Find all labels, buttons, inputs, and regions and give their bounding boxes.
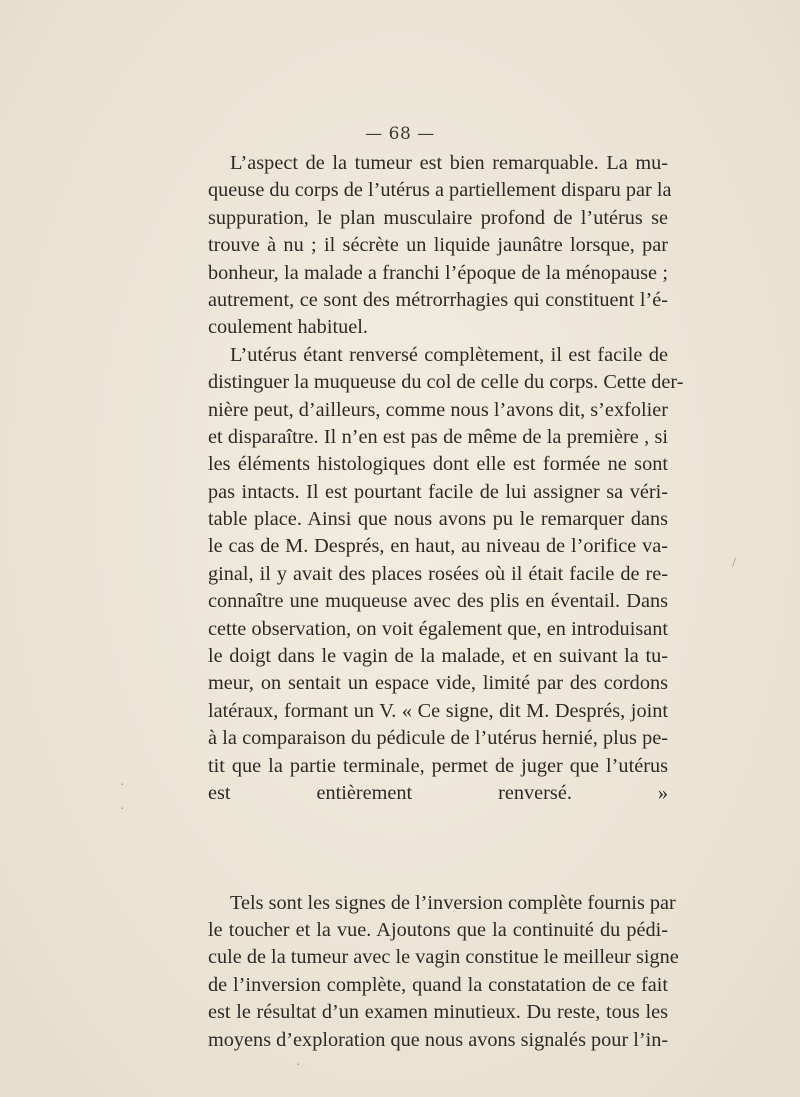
text-line: bonheur, la malade a franchi l’époque de la ménopause ; (208, 261, 668, 284)
text-line: coulement habituel. (208, 316, 368, 339)
text-line: cule de la tumeur avec le vagin constitue le meilleur signe (208, 946, 679, 969)
margin-edge-mark: · (120, 778, 125, 793)
text-line: L’utérus étant renversé complètement, il est facile de (230, 343, 668, 366)
body-text (208, 150, 684, 1054)
text-line: ginal, il y avait des places rosées où il était facile de re- (208, 562, 668, 585)
text-line (208, 835, 668, 862)
text-line: table place. Ainsi que nous avons pu le remarquer dans (208, 508, 668, 531)
text-line: est le résultat d’un examen minutieux. Du reste, tous les (208, 1001, 668, 1024)
paragraph-1 (208, 150, 672, 342)
text-line: nière peut, d’ailleurs, comme nous l’avons dit, s’exfolier (208, 398, 668, 421)
text-line: meur, on sentait un espace vide, limité par des cordons (208, 672, 668, 695)
text-line (208, 862, 668, 889)
text-line: moyens d’exploration que nous avons signalés pour l’in- (208, 1028, 669, 1051)
paragraph-3 (208, 890, 679, 1054)
margin-slash-mark: / (732, 556, 736, 571)
text-line: à la comparaison du pédicule de l’utérus hernié, plus pe- (208, 727, 668, 750)
text-line: tit que la partie terminale, permet de juger que l’utérus (208, 754, 668, 777)
page-number: — 68 — (365, 124, 435, 144)
text-line: le doigt dans le vagin de la malade, et en suivant la tu- (208, 645, 668, 668)
text-line: L’aspect de la tumeur est bien remarquable. La mu- (230, 152, 668, 174)
text-line: trouve à nu ; il sécrète un liquide jaunâtre lorsque, par (208, 234, 668, 257)
text-line: est entièrement renversé. » (208, 781, 668, 804)
text-line: le cas de M. Després, en haut, au niveau de l’orifice va- (208, 535, 668, 558)
text-line: connaître une muqueuse avec des plis en éventail. Dans (208, 590, 668, 613)
margin-edge-mark: · (120, 802, 125, 817)
text-line: de l’inversion complète, quand la constatation de ce fait (208, 973, 668, 996)
text-line: distinguer la muqueuse du col de celle du corps. Cette der- (208, 371, 684, 394)
text-line: suppuration, le plan musculaire profond de l’utérus se (208, 206, 668, 229)
text-line: et disparaître. Il n’en est pas de même de la première , si (208, 425, 668, 448)
text-line: latéraux, formant un V. « Ce signe, dit M. Després, joint (208, 699, 668, 722)
bottom-speck-mark: · (296, 1058, 301, 1073)
text-line: Tels sont les signes de l’inversion complète fournis par (230, 891, 676, 914)
text-line: autrement, ce sont des métrorrhagies qui constituent l’é- (208, 288, 668, 311)
text-line: le toucher et la vue. Ajoutons que la continuité du pédi- (208, 918, 668, 941)
text-line: pas intacts. Il est pourtant facile de lui assigner sa véri- (208, 480, 668, 503)
text-line: cette observation, on voit également que, en introduisant (208, 617, 668, 640)
text-line: queuse du corps de l’utérus a partiellement disparu par la (208, 179, 672, 202)
text-line (208, 807, 668, 834)
text-line: les éléments histologiques dont elle est formée ne sont (208, 453, 668, 476)
paragraph-2 (208, 342, 684, 890)
